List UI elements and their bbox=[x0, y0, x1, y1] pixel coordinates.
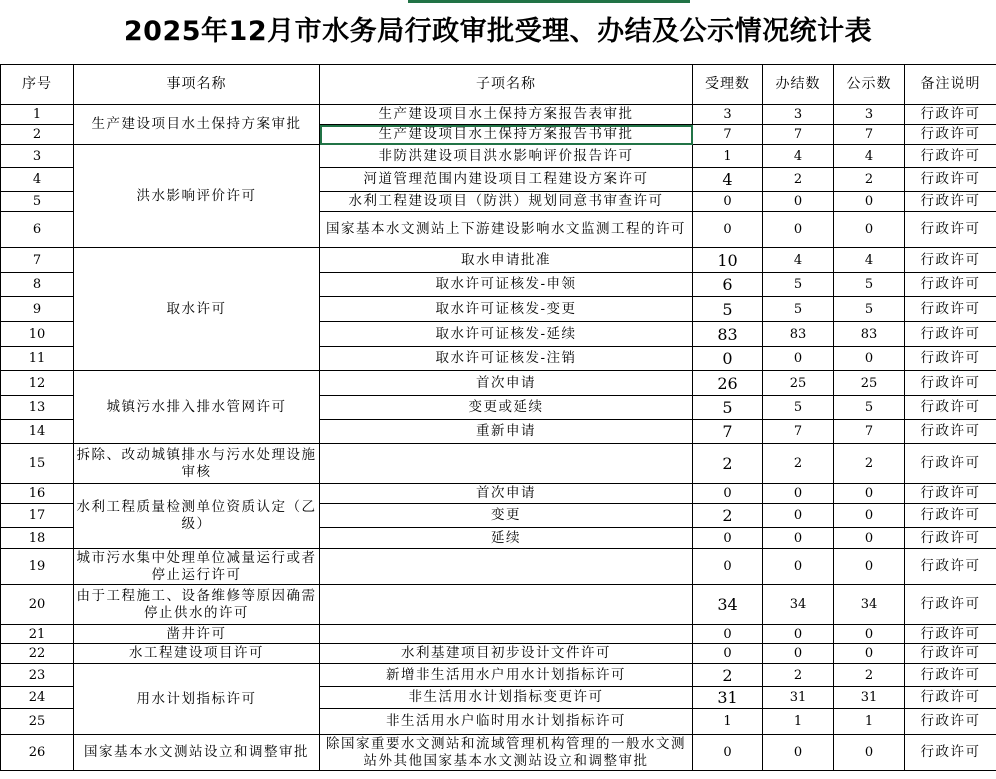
accepted-count-cell[interactable]: 1 bbox=[693, 709, 763, 735]
item-name-cell[interactable]: 由于工程施工、设备维修等原因确需停止供水的许可 bbox=[74, 585, 320, 625]
accepted-count-cell[interactable]: 2 bbox=[693, 664, 763, 687]
table-row bbox=[1, 248, 996, 273]
accepted-count-cell[interactable]: 31 bbox=[693, 687, 763, 709]
completed-count-cell[interactable]: 0 bbox=[763, 192, 834, 212]
note-cell[interactable]: 行政许可 bbox=[905, 396, 996, 420]
note-cell[interactable]: 行政许可 bbox=[905, 145, 996, 168]
completed-count-cell[interactable]: 5 bbox=[763, 273, 834, 297]
row-number-cell[interactable]: 11 bbox=[1, 347, 74, 371]
subitem-name-cell[interactable]: 取水许可证核发-注销 bbox=[320, 347, 693, 371]
table-row bbox=[1, 549, 996, 585]
subitem-name-cell[interactable]: 变更或延续 bbox=[320, 396, 693, 420]
published-count-cell[interactable]: 5 bbox=[834, 396, 905, 420]
row-number-cell[interactable]: 23 bbox=[1, 664, 74, 687]
header-cell-note[interactable]: 备注说明 bbox=[905, 65, 996, 105]
note-cell[interactable]: 行政许可 bbox=[905, 625, 996, 644]
completed-count-cell[interactable]: 0 bbox=[763, 735, 834, 771]
subitem-name-cell[interactable] bbox=[320, 549, 693, 585]
item-name-cell[interactable]: 水工程建设项目许可 bbox=[74, 644, 320, 664]
item-name-cell[interactable]: 拆除、改动城镇排水与污水处理设施审核 bbox=[74, 444, 320, 484]
row-number-cell[interactable]: 6 bbox=[1, 212, 74, 248]
completed-count-cell[interactable]: 83 bbox=[763, 322, 834, 347]
published-count-cell[interactable]: 5 bbox=[834, 297, 905, 322]
note-cell[interactable]: 行政许可 bbox=[905, 125, 996, 145]
note-cell[interactable]: 行政许可 bbox=[905, 687, 996, 709]
completed-count-cell[interactable]: 2 bbox=[763, 664, 834, 687]
subitem-name-cell[interactable]: 取水申请批准 bbox=[320, 248, 693, 273]
note-cell[interactable]: 行政许可 bbox=[905, 168, 996, 192]
accepted-count-cell[interactable]: 0 bbox=[693, 625, 763, 644]
row-number-cell[interactable]: 10 bbox=[1, 322, 74, 347]
published-count-cell[interactable]: 7 bbox=[834, 125, 905, 145]
subitem-name-cell[interactable]: 非防洪建设项目洪水影响评价报告许可 bbox=[320, 145, 693, 168]
note-cell[interactable]: 行政许可 bbox=[905, 420, 996, 444]
note-cell[interactable]: 行政许可 bbox=[905, 248, 996, 273]
item-name-cell[interactable]: 取水许可 bbox=[74, 248, 320, 371]
item-name-cell[interactable]: 城市污水集中处理单位减量运行或者停止运行许可 bbox=[74, 549, 320, 585]
header-cell-published[interactable]: 公示数 bbox=[834, 65, 905, 105]
row-number-cell[interactable]: 12 bbox=[1, 371, 74, 396]
accepted-count-cell[interactable]: 5 bbox=[693, 396, 763, 420]
published-count-cell[interactable]: 83 bbox=[834, 322, 905, 347]
note-cell[interactable]: 行政许可 bbox=[905, 273, 996, 297]
note-cell[interactable]: 行政许可 bbox=[905, 549, 996, 585]
completed-count-cell[interactable]: 4 bbox=[763, 145, 834, 168]
completed-count-cell[interactable]: 4 bbox=[763, 248, 834, 273]
item-name-cell[interactable]: 用水计划指标许可 bbox=[74, 664, 320, 735]
completed-count-cell[interactable]: 0 bbox=[763, 212, 834, 248]
published-count-cell[interactable]: 4 bbox=[834, 145, 905, 168]
subitem-name-cell[interactable]: 水利基建项目初步设计文件许可 bbox=[320, 644, 693, 664]
published-count-cell[interactable]: 31 bbox=[834, 687, 905, 709]
note-cell[interactable]: 行政许可 bbox=[905, 709, 996, 735]
completed-count-cell[interactable]: 2 bbox=[763, 444, 834, 484]
subitem-name-cell[interactable]: 取水许可证核发-变更 bbox=[320, 297, 693, 322]
completed-count-cell[interactable]: 0 bbox=[763, 347, 834, 371]
accepted-count-cell[interactable]: 10 bbox=[693, 248, 763, 273]
subitem-name-cell[interactable]: 河道管理范围内建设项目工程建设方案许可 bbox=[320, 168, 693, 192]
subitem-name-cell[interactable]: 重新申请 bbox=[320, 420, 693, 444]
accepted-count-cell[interactable]: 0 bbox=[693, 347, 763, 371]
subitem-name-cell[interactable]: 首次申请 bbox=[320, 484, 693, 504]
completed-count-cell[interactable]: 5 bbox=[763, 396, 834, 420]
published-count-cell[interactable]: 0 bbox=[834, 192, 905, 212]
note-cell[interactable]: 行政许可 bbox=[905, 212, 996, 248]
row-number-cell[interactable]: 17 bbox=[1, 504, 74, 528]
completed-count-cell[interactable]: 34 bbox=[763, 585, 834, 625]
header-cell-item[interactable]: 事项名称 bbox=[74, 65, 320, 105]
row-number-cell[interactable]: 15 bbox=[1, 444, 74, 484]
published-count-cell[interactable]: 34 bbox=[834, 585, 905, 625]
accepted-count-cell[interactable]: 5 bbox=[693, 297, 763, 322]
published-count-cell[interactable]: 0 bbox=[834, 347, 905, 371]
note-cell[interactable]: 行政许可 bbox=[905, 504, 996, 528]
note-cell[interactable]: 行政许可 bbox=[905, 444, 996, 484]
accepted-count-cell[interactable]: 3 bbox=[693, 105, 763, 125]
accepted-count-cell[interactable]: 6 bbox=[693, 273, 763, 297]
table-row bbox=[1, 444, 996, 484]
header-cell-no[interactable]: 序号 bbox=[1, 65, 74, 105]
completed-count-cell[interactable]: 0 bbox=[763, 504, 834, 528]
subitem-name-cell[interactable] bbox=[320, 625, 693, 644]
row-number-cell[interactable]: 20 bbox=[1, 585, 74, 625]
header-row bbox=[1, 65, 996, 105]
completed-count-cell[interactable]: 2 bbox=[763, 168, 834, 192]
published-count-cell[interactable]: 7 bbox=[834, 420, 905, 444]
published-count-cell[interactable]: 2 bbox=[834, 444, 905, 484]
subitem-name-cell[interactable]: 取水许可证核发-申领 bbox=[320, 273, 693, 297]
subitem-name-cell[interactable]: 变更 bbox=[320, 504, 693, 528]
completed-count-cell[interactable]: 5 bbox=[763, 297, 834, 322]
accepted-count-cell[interactable]: 83 bbox=[693, 322, 763, 347]
accepted-count-cell[interactable]: 2 bbox=[693, 444, 763, 484]
subitem-name-cell[interactable] bbox=[320, 585, 693, 625]
header-cell-subitem[interactable]: 子项名称 bbox=[320, 65, 693, 105]
row-number-cell[interactable]: 1 bbox=[1, 105, 74, 125]
row-number-cell[interactable]: 22 bbox=[1, 644, 74, 664]
table-row bbox=[1, 625, 996, 644]
row-number-cell[interactable]: 14 bbox=[1, 420, 74, 444]
subitem-name-cell[interactable]: 非生活用水户临时用水计划指标许可 bbox=[320, 709, 693, 735]
row-number-cell[interactable]: 9 bbox=[1, 297, 74, 322]
subitem-name-cell[interactable]: 除国家重要水文测站和流域管理机构管理的一般水文测站外其他国家基本水文测站设立和调整审批 bbox=[320, 735, 693, 771]
completed-count-cell[interactable]: 7 bbox=[763, 420, 834, 444]
row-number-cell[interactable]: 21 bbox=[1, 625, 74, 644]
accepted-count-cell[interactable]: 0 bbox=[693, 528, 763, 549]
row-number-cell[interactable]: 4 bbox=[1, 168, 74, 192]
page-title: 2025年12月市水务局行政审批受理、办结及公示情况统计表 bbox=[123, 16, 873, 47]
accepted-count-cell[interactable]: 0 bbox=[693, 192, 763, 212]
accepted-count-cell[interactable]: 26 bbox=[693, 371, 763, 396]
table-row bbox=[1, 484, 996, 504]
completed-count-cell[interactable]: 0 bbox=[763, 484, 834, 504]
completed-count-cell[interactable]: 0 bbox=[763, 549, 834, 585]
row-number-cell[interactable]: 16 bbox=[1, 484, 74, 504]
note-cell[interactable]: 行政许可 bbox=[905, 644, 996, 664]
completed-count-cell[interactable]: 0 bbox=[763, 644, 834, 664]
accepted-count-cell[interactable]: 4 bbox=[693, 168, 763, 192]
accepted-count-cell[interactable]: 0 bbox=[693, 735, 763, 771]
item-name-cell[interactable]: 洪水影响评价许可 bbox=[74, 145, 320, 248]
note-cell[interactable]: 行政许可 bbox=[905, 528, 996, 549]
accepted-count-cell[interactable]: 0 bbox=[693, 549, 763, 585]
table-row bbox=[1, 585, 996, 625]
published-count-cell[interactable]: 0 bbox=[834, 484, 905, 504]
row-number-cell[interactable]: 24 bbox=[1, 687, 74, 709]
accepted-count-cell[interactable]: 1 bbox=[693, 145, 763, 168]
accepted-count-cell[interactable]: 34 bbox=[693, 585, 763, 625]
table-row bbox=[1, 735, 996, 771]
subitem-name-cell[interactable]: 新增非生活用水户用水计划指标许可 bbox=[320, 664, 693, 687]
row-number-cell[interactable]: 8 bbox=[1, 273, 74, 297]
row-number-cell[interactable]: 3 bbox=[1, 145, 74, 168]
item-name-cell[interactable]: 生产建设项目水土保持方案审批 bbox=[74, 105, 320, 145]
item-name-cell[interactable]: 城镇污水排入排水管网许可 bbox=[74, 371, 320, 444]
note-cell[interactable]: 行政许可 bbox=[905, 735, 996, 771]
table-row bbox=[1, 105, 996, 125]
note-cell[interactable]: 行政许可 bbox=[905, 347, 996, 371]
completed-count-cell[interactable]: 3 bbox=[763, 105, 834, 125]
note-cell[interactable]: 行政许可 bbox=[905, 322, 996, 347]
item-name-cell[interactable]: 凿井许可 bbox=[74, 625, 320, 644]
table-row bbox=[1, 664, 996, 687]
published-count-cell[interactable]: 4 bbox=[834, 248, 905, 273]
row-number-cell[interactable]: 19 bbox=[1, 549, 74, 585]
published-count-cell[interactable]: 0 bbox=[834, 735, 905, 771]
note-cell[interactable]: 行政许可 bbox=[905, 297, 996, 322]
published-count-cell[interactable]: 0 bbox=[834, 549, 905, 585]
row-number-cell[interactable]: 7 bbox=[1, 248, 74, 273]
accepted-count-cell[interactable]: 0 bbox=[693, 212, 763, 248]
row-number-cell[interactable]: 5 bbox=[1, 192, 74, 212]
note-cell[interactable]: 行政许可 bbox=[905, 105, 996, 125]
accepted-count-cell[interactable]: 7 bbox=[693, 420, 763, 444]
accepted-count-cell[interactable]: 0 bbox=[693, 644, 763, 664]
published-count-cell[interactable]: 0 bbox=[834, 504, 905, 528]
header-cell-completed[interactable]: 办结数 bbox=[763, 65, 834, 105]
completed-count-cell[interactable]: 1 bbox=[763, 709, 834, 735]
item-name-cell[interactable]: 水利工程质量检测单位资质认定（乙级） bbox=[74, 484, 320, 549]
subitem-name-cell[interactable]: 非生活用水计划指标变更许可 bbox=[320, 687, 693, 709]
header-cell-accepted[interactable]: 受理数 bbox=[693, 65, 763, 105]
published-count-cell[interactable]: 2 bbox=[834, 664, 905, 687]
completed-count-cell[interactable]: 25 bbox=[763, 371, 834, 396]
published-count-cell[interactable]: 5 bbox=[834, 273, 905, 297]
published-count-cell[interactable]: 0 bbox=[834, 528, 905, 549]
published-count-cell[interactable]: 0 bbox=[834, 625, 905, 644]
accepted-count-cell[interactable]: 7 bbox=[693, 125, 763, 145]
statistics-table bbox=[0, 64, 996, 771]
accepted-count-cell[interactable]: 0 bbox=[693, 484, 763, 504]
published-count-cell[interactable]: 0 bbox=[834, 644, 905, 664]
table-row bbox=[1, 145, 996, 168]
accepted-count-cell[interactable]: 2 bbox=[693, 504, 763, 528]
row-number-cell[interactable]: 13 bbox=[1, 396, 74, 420]
subitem-name-cell[interactable]: 水利工程建设项目（防洪）规划同意书审查许可 bbox=[320, 192, 693, 212]
subitem-name-cell[interactable]: 取水许可证核发-延续 bbox=[320, 322, 693, 347]
published-count-cell[interactable]: 3 bbox=[834, 105, 905, 125]
note-cell[interactable]: 行政许可 bbox=[905, 192, 996, 212]
row-number-cell[interactable]: 18 bbox=[1, 528, 74, 549]
table-row bbox=[1, 371, 996, 396]
published-count-cell[interactable]: 25 bbox=[834, 371, 905, 396]
published-count-cell[interactable]: 0 bbox=[834, 212, 905, 248]
subitem-name-cell[interactable]: 首次申请 bbox=[320, 371, 693, 396]
note-cell[interactable]: 行政许可 bbox=[905, 664, 996, 687]
published-count-cell[interactable]: 1 bbox=[834, 709, 905, 735]
note-cell[interactable]: 行政许可 bbox=[905, 484, 996, 504]
row-number-cell[interactable]: 2 bbox=[1, 125, 74, 145]
completed-count-cell[interactable]: 7 bbox=[763, 125, 834, 145]
subitem-name-cell[interactable]: 生产建设项目水土保持方案报告表审批 bbox=[320, 105, 693, 125]
note-cell[interactable]: 行政许可 bbox=[905, 585, 996, 625]
table-body bbox=[1, 65, 996, 771]
table-row bbox=[1, 644, 996, 664]
item-name-cell[interactable]: 国家基本水文测站设立和调整审批 bbox=[74, 735, 320, 771]
published-count-cell[interactable]: 2 bbox=[834, 168, 905, 192]
subitem-name-cell[interactable]: 生产建设项目水土保持方案报告书审批 bbox=[320, 125, 693, 145]
subitem-name-cell[interactable]: 国家基本水文测站上下游建设影响水文监测工程的许可 bbox=[320, 212, 693, 248]
completed-count-cell[interactable]: 0 bbox=[763, 528, 834, 549]
subitem-name-cell[interactable]: 延续 bbox=[320, 528, 693, 549]
note-cell[interactable]: 行政许可 bbox=[905, 371, 996, 396]
row-number-cell[interactable]: 25 bbox=[1, 709, 74, 735]
row-number-cell[interactable]: 26 bbox=[1, 735, 74, 771]
completed-count-cell[interactable]: 31 bbox=[763, 687, 834, 709]
subitem-name-cell[interactable] bbox=[320, 444, 693, 484]
completed-count-cell[interactable]: 0 bbox=[763, 625, 834, 644]
